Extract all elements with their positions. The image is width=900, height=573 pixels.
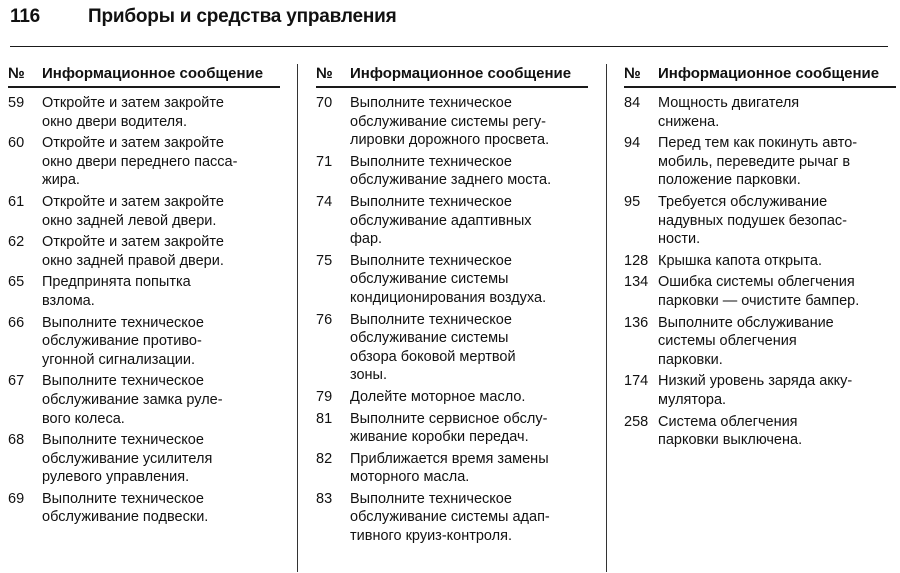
message-entry bbox=[316, 410, 588, 447]
column-header-title: Информационное сообщение bbox=[350, 65, 572, 82]
column-header-title: Информационное сообщение bbox=[42, 65, 264, 82]
message-number: 68 bbox=[8, 432, 25, 449]
message-text: Система облегчения парковки выключена. bbox=[658, 413, 803, 449]
message-number: 76 bbox=[316, 311, 333, 328]
message-entry bbox=[8, 273, 280, 310]
message-text: Выполните техническое обслуживание замка руле- вого колеса. bbox=[42, 373, 223, 427]
page-title: Приборы и средства управления bbox=[88, 6, 397, 27]
column-header-number: № bbox=[8, 65, 25, 82]
message-entry bbox=[624, 372, 896, 409]
message-text: Мощность двигателя снижена. bbox=[658, 95, 800, 130]
column-header bbox=[624, 64, 896, 88]
message-entry bbox=[316, 153, 588, 190]
message-text: Долейте моторное масло. bbox=[350, 388, 526, 405]
message-entry bbox=[8, 372, 280, 428]
message-number: 69 bbox=[8, 490, 25, 507]
message-entry bbox=[8, 431, 280, 487]
message-number: 134 bbox=[624, 274, 649, 291]
message-number: 66 bbox=[8, 314, 25, 331]
message-entry bbox=[8, 490, 280, 527]
message-number: 83 bbox=[316, 490, 333, 507]
message-number: 62 bbox=[8, 234, 25, 251]
message-entry bbox=[8, 94, 280, 131]
message-entry bbox=[316, 450, 588, 487]
message-text: Перед тем как покинуть авто- мобиль, переведите рычаг в положение парковки. bbox=[658, 135, 858, 189]
message-text: Выполните техническое обслуживание системы регу- лировки дорожного просвета. bbox=[350, 95, 550, 149]
message-entry bbox=[316, 252, 588, 308]
message-number: 65 bbox=[8, 274, 25, 291]
page-number: 116 bbox=[10, 6, 41, 27]
message-entry bbox=[8, 193, 280, 230]
message-text: Откройте и затем закройте окно задней правой двери. bbox=[42, 234, 224, 269]
message-text: Выполните обслуживание системы облегчения парковки. bbox=[658, 314, 834, 368]
message-text: Выполните техническое обслуживание подвески. bbox=[42, 490, 209, 526]
column-divider bbox=[297, 64, 298, 572]
message-entry bbox=[624, 273, 896, 310]
message-text: Приближается время замены моторного масла. bbox=[350, 450, 549, 486]
message-text: Выполните техническое обслуживание системы обзора боковой мертвой зоны. bbox=[350, 311, 516, 384]
message-number: 128 bbox=[624, 252, 649, 269]
message-number: 74 bbox=[316, 193, 333, 210]
message-column bbox=[316, 64, 588, 549]
message-number: 70 bbox=[316, 95, 333, 111]
column-header bbox=[8, 64, 280, 88]
message-text: Откройте и затем закройте окно двери водителя. bbox=[42, 95, 224, 130]
message-text: Ошибка системы облегчения парковки — очистите бампер. bbox=[658, 274, 860, 309]
message-number: 61 bbox=[8, 193, 25, 210]
message-entry bbox=[316, 94, 588, 150]
message-entry bbox=[8, 134, 280, 190]
message-number: 67 bbox=[8, 373, 25, 390]
message-number: 82 bbox=[316, 450, 333, 467]
message-number: 174 bbox=[624, 373, 649, 390]
message-entry bbox=[624, 314, 896, 370]
message-text: Выполните техническое обслуживание системы адап- тивного круиз-контроля. bbox=[350, 490, 550, 545]
message-number: 258 bbox=[624, 413, 649, 430]
message-number: 79 bbox=[316, 388, 333, 405]
message-text: Выполните техническое обслуживание противо- угонной сигнализации. bbox=[42, 314, 204, 368]
message-text: Выполните техническое обслуживание усилителя рулевого управления. bbox=[42, 432, 213, 486]
message-entry bbox=[624, 252, 896, 271]
message-entry bbox=[8, 233, 280, 270]
message-column bbox=[624, 64, 896, 453]
message-number: 81 bbox=[316, 410, 333, 427]
message-text: Выполните техническое обслуживание заднего моста. bbox=[350, 153, 552, 189]
message-number: 71 bbox=[316, 153, 333, 170]
column-divider bbox=[606, 64, 607, 572]
message-text: Выполните техническое обслуживание системы кондиционирования воздуха. bbox=[350, 252, 547, 306]
message-text: Выполните сервисное обслу- живание коробки передач. bbox=[350, 410, 548, 446]
message-entry bbox=[316, 193, 588, 249]
message-number: 84 bbox=[624, 95, 641, 111]
message-text: Откройте и затем закройте окно задней левой двери. bbox=[42, 193, 224, 229]
message-number: 75 bbox=[316, 252, 333, 269]
message-entry bbox=[8, 314, 280, 370]
message-number: 95 bbox=[624, 193, 641, 210]
message-number: 94 bbox=[624, 135, 641, 152]
message-entry bbox=[316, 311, 588, 385]
message-entry bbox=[316, 388, 588, 407]
message-entry bbox=[316, 490, 588, 546]
column-header-number: № bbox=[624, 65, 641, 82]
message-entry bbox=[624, 134, 896, 190]
message-entry bbox=[624, 413, 896, 450]
message-column bbox=[8, 64, 280, 530]
column-header-number: № bbox=[316, 65, 333, 82]
message-text: Требуется обслуживание надувных подушек безопас- ности. bbox=[658, 193, 848, 248]
page-header bbox=[10, 6, 397, 36]
message-text: Откройте и затем закройте окно двери переднего пасса- жира. bbox=[42, 135, 238, 189]
message-text: Предпринята попытка взлома. bbox=[42, 274, 191, 309]
message-number: 136 bbox=[624, 314, 649, 331]
message-number: 60 bbox=[8, 135, 25, 152]
message-text: Низкий уровень заряда акку- мулятора. bbox=[658, 373, 853, 408]
message-text: Крышка капота открыта. bbox=[658, 252, 823, 269]
message-number: 59 bbox=[8, 95, 25, 111]
message-entry bbox=[624, 193, 896, 249]
message-text: Выполните техническое обслуживание адаптивных фар. bbox=[350, 193, 532, 248]
header-divider bbox=[10, 46, 888, 47]
column-header bbox=[316, 64, 588, 88]
column-header-title: Информационное сообщение bbox=[658, 65, 880, 82]
message-entry bbox=[624, 94, 896, 131]
